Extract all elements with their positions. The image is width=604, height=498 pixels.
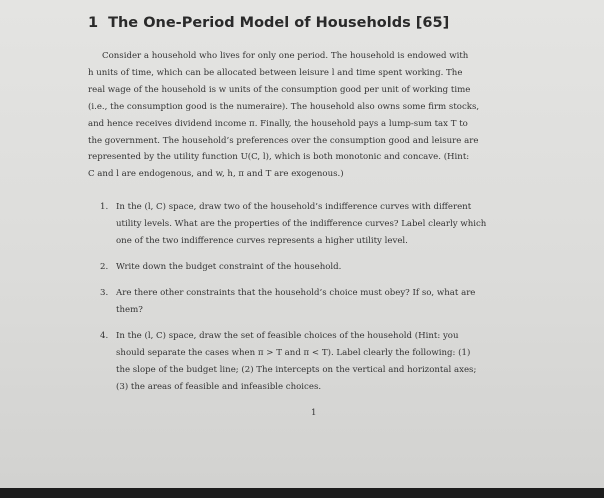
question-line: (3) the areas of feasible and infeasible choices. xyxy=(116,382,322,392)
intro-line: represented by the utility function U(C, l), which is both monotonic and concave. (Hint: xyxy=(88,152,470,163)
section-heading xyxy=(88,15,588,31)
page-number: 1 xyxy=(311,408,317,418)
question-line: In the (l, C) space, draw two of the household’s indifference curves with different xyxy=(116,202,472,212)
question-line: utility levels. What are the properties of the indifference curves? Label clearly which xyxy=(116,219,487,229)
section-title: The One-Period Model of Households [65] xyxy=(108,15,450,31)
question-item-4 xyxy=(100,328,528,396)
intro-line: Consider a household who lives for only one period. The household is endowed with xyxy=(102,51,469,61)
question-list xyxy=(100,199,528,405)
question-line: should separate the cases when π > T and π < T). Label clearly the following: (1) xyxy=(116,348,471,358)
intro-line: and hence receives dividend income π. Finally, the household pays a lump-sum tax T to xyxy=(88,118,468,129)
question-number: 1. xyxy=(100,202,109,212)
question-line: Are there other constraints that the household’s choice must obey? If so, what are xyxy=(116,288,476,298)
question-number: 3. xyxy=(100,288,109,298)
question-line: one of the two indifference curves represents a higher utility level. xyxy=(116,236,408,246)
question-line: In the (l, C) space, draw the set of feasible choices of the household (Hint: you xyxy=(116,331,459,341)
section-number: 1 xyxy=(88,15,99,31)
question-line: them? xyxy=(116,305,143,315)
question-line: Write down the budget constraint of the household. xyxy=(116,262,342,272)
intro-line: real wage of the household is w units of the consumption good per unit of working time xyxy=(88,84,471,95)
question-number: 2. xyxy=(100,262,109,272)
desk-edge xyxy=(0,488,604,498)
question-number: 4. xyxy=(100,331,109,341)
intro-line: the government. The household’s preferences over the consumption good and leisure are xyxy=(88,135,479,146)
intro-line: h units of time, which can be allocated between leisure l and time spent working. The xyxy=(88,67,463,78)
question-item-3 xyxy=(100,285,528,319)
question-item-1 xyxy=(100,199,528,250)
question-item-2 xyxy=(100,259,528,276)
question-line: the slope of the budget line; (2) The intercepts on the vertical and horizontal axes; xyxy=(116,365,477,375)
intro-line: (i.e., the consumption good is the numeraire). The household also owns some firm stocks, xyxy=(88,101,480,112)
intro-paragraph xyxy=(88,48,528,183)
intro-line: C and l are endogenous, and w, h, π and T are exogenous.) xyxy=(88,169,344,180)
